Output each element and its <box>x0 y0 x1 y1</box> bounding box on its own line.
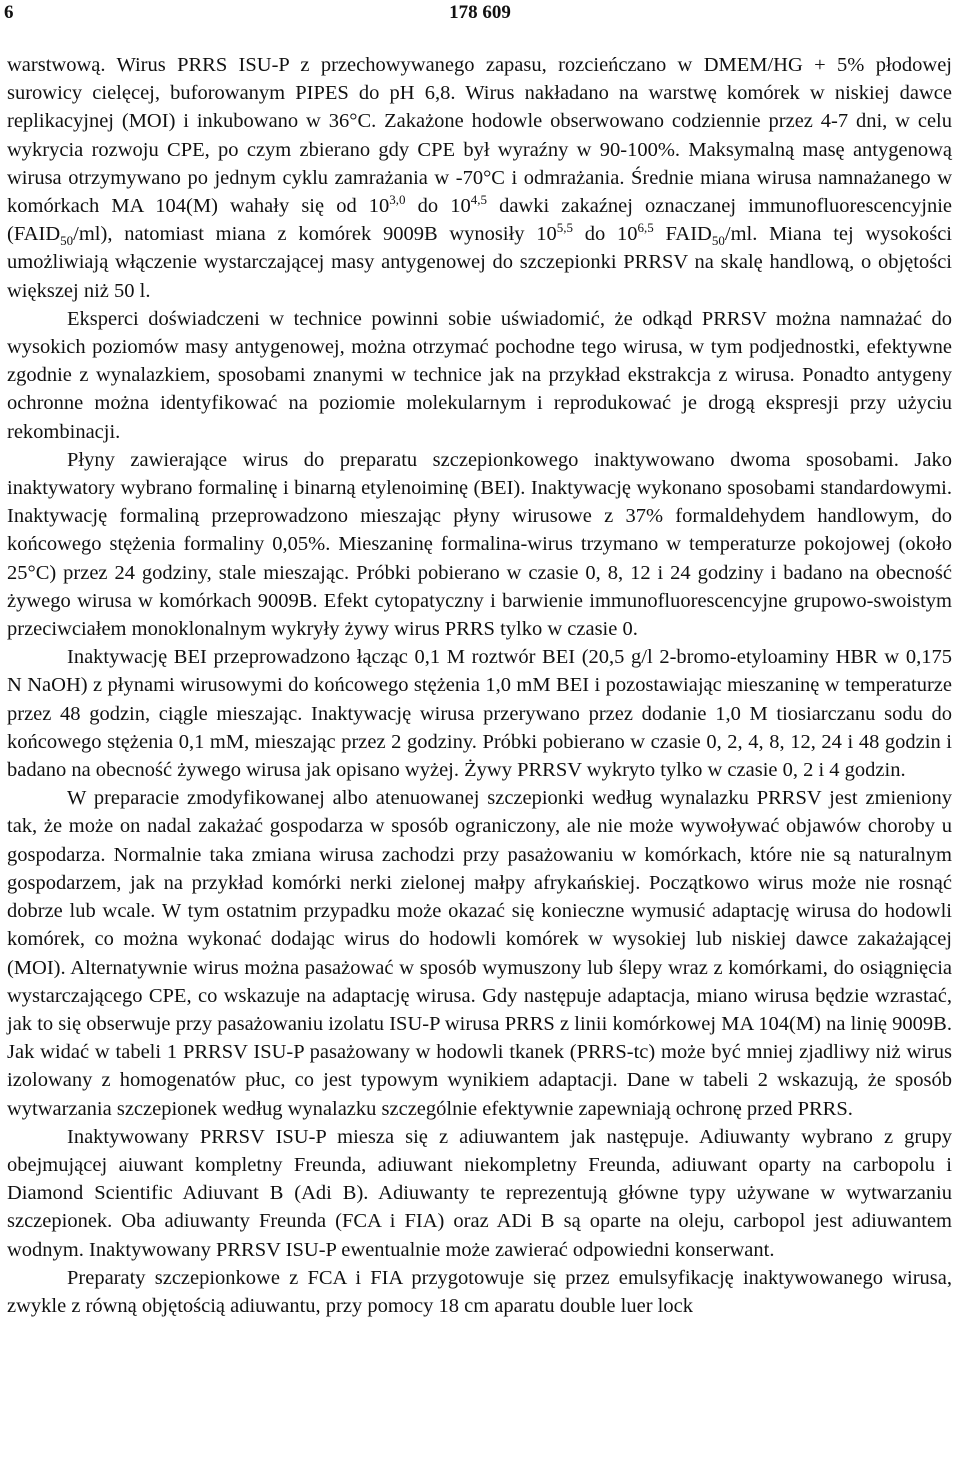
paragraph: Inaktywację BEI przeprowadzono łącząc 0,1 M roztwór BEI (20,5 g/l 2-bromo-etyloaminy HBR w 0,175 N NaOH) z płynami wirusowymi do końcowego stężenia 1,0 mM BEI i pozostawiając mieszaninę w temperaturze przez 48 godzin, ciągle mieszając. Inaktywację wirusa przerywano przez dodanie 1,0 M tiosiarczanu sodu do końcowego stężenia 0,1 mM, mieszając przez 2 godziny. Próbki pobierano w czasie 0, 2, 4, 8, 12, 24 i 48 godzin i badano na obecność żywego wirusa jak opisano wyżej. Żywy PRRSV wykryto tylko w czasie 0, 2 i 4 godzin. <box>7 646 952 782</box>
paragraph: Preparaty szczepionkowe z FCA i FIA przygotowuje się przez emulsyfikację inaktywowanego wirusa, zwykle z równą objętością adiuwantu, przy pomocy 18 cm aparatu double luer lock <box>7 1266 952 1317</box>
page-header <box>0 0 960 26</box>
patent-number: 178 609 <box>449 2 511 23</box>
paragraph: Płyny zawierające wirus do preparatu szczepionkowego inaktywowano dwoma sposobami. Jako inaktywatory wybrano formalinę i binarną etylenoiminę (BEI). Inaktywację wykonano sposobami standardowymi. Inaktywację formaliną przeprowadzono mieszając płyny wirusowe z 37% formaldehydem handlowym, do końcowego stężenia formaliny 0,05%. Mieszaninę formalina-wirus trzymano w temperaturze pokojowej (około 25°C) przez 24 godziny, stale mieszając. Próbki pobierano w czasie 0, 8, 12 i 24 godziny i badano na obecność żywego wirusa w komórkach 9009B. Efekt cytopatyczny i barwienie immunofluorescencyjne grupowo-swoistym przeciwciałem monoklonalnym wykryły żywy wirus PRRS tylko w czasie 0. <box>7 448 952 641</box>
paragraph: Eksperci doświadczeni w technice powinni sobie uświadomić, że odkąd PRRSV można namnażać do wysokich poziomów masy antygenowej, można otrzymać pochodne tego wirusa, w tym podjednostki, efektywne zgodnie z wynalazkiem, sposobami znanymi w technice jak na przykład ekstrakcja z wirusa. Ponadto antygeny ochronne można identyfikować na poziomie molekularnym i reprodukować je drogą ekspresji przy użyciu rekombinacji. <box>7 307 952 443</box>
body-text <box>7 51 952 1320</box>
paragraph: warstwową. Wirus PRRS ISU-P z przechowywanego zapasu, rozcieńczano w DMEM/HG + 5% płodowej surowicy cielęcej, buforowanym PIPES do pH 6,8. Wirus nakładano na warstwę komórek w niskiej dawce replikacyjnej (MOI) i inkubowano w 36°C. Zakażone hodowle obserwowano codziennie przez 4-7 dni, w celu wykrycia rozwoju CPE, po czym zbierano gdy CPE był wyraźny w 90-100%. Maksymalną masę antygenową wirusa otrzymywano po jednym cyklu zamrażania w -70°C i odmrażania. Średnie miana wirusa namnażanego w komórkach MA 104(M) wahały się od 10$^{3,0}$ do 10$^{4,5}$ dawki zakaźnej oznaczanej immunofluorescencyjnie $(FAID_{50}/ml)$, natomiast miana z komórek 9009B wynosiły 10$^{5,5}$ do 10$^{6,5}$ $FAID_{50}/ml$. Miana tej wysokości umożliwiają włączenie wystarczającej masy antygenowej do szczepionki PRRSV na skalę handlową, o objętości większej niż 50 l. <box>7 54 952 302</box>
page-number: 6 <box>4 2 14 23</box>
paragraph: Inaktywowany PRRSV ISU-P miesza się z adiuwantem jak następuje. Adiuwanty wybrano z grupy obejmującej aiuwant kompletny Freunda, adiuwant niekompletny Freunda, adiuwant oparty na carbopolu i Diamond Scientific Adiuvant B (Adi B). Adiuwanty te reprezentują główne typy używane w wytwarzaniu szczepionek. Oba adiuwanty Freunda (FCA i FIA) oraz ADi B są oparte na oleju, carbopol jest adiuwantem wodnym. Inaktywowany PRRSV ISU-P ewentualnie może zawierać odpowiedni konserwant. <box>7 1125 952 1261</box>
paragraph: W preparacie zmodyfikowanej albo atenuowanej szczepionki według wynalazku PRRSV jest zmieniony tak, że może on nadal zakażać gospodarza w sposób ograniczony, ale nie może wywoływać objawów choroby u gospodarza. Normalnie taka zmiana wirusa zachodzi przy pasażowaniu w komórkach, które nie są naturalnym gospodarzem, jak na przykład komórki nerki zielonej małpy afrykańskiej. Początkowo wirus może nie rosnąć dobrze lub wcale. W tym ostatnim przypadku może okazać się konieczne wymusić adaptację wirusa do hodowli komórek, co można wykonać dodając wirus do hodowli komórek w wysokiej lub niskiej dawce zakażającej (MOI). Alternatywnie wirus można pasażować w sposób wymuszony lub ślepy wraz z komórkami, do osiągnięcia wystarczającego CPE, co wskazuje na adaptację wirusa. Gdy następuje adaptacja, miano wirusa będzie wzrastać, jak to się obserwuje przy pasażowaniu izolatu ISU-P wirusa PRRS z linii komórkowej MA 104(M) na linię 9009B. Jak widać w tabeli 1 PRRSV ISU-P pasażowany w hodowli tkanek (PRRS-tc) może być mniej zjadliwy niż wirus izolowany z homogenatów płuc, co jest typowym wynikiem adaptacji. Dane w tabeli 2 wskazują, że sposób wytwarzania szczepionek według wynalazku szczególnie efektywnie zapewniają ochronę przed PRRS. <box>7 787 952 1120</box>
